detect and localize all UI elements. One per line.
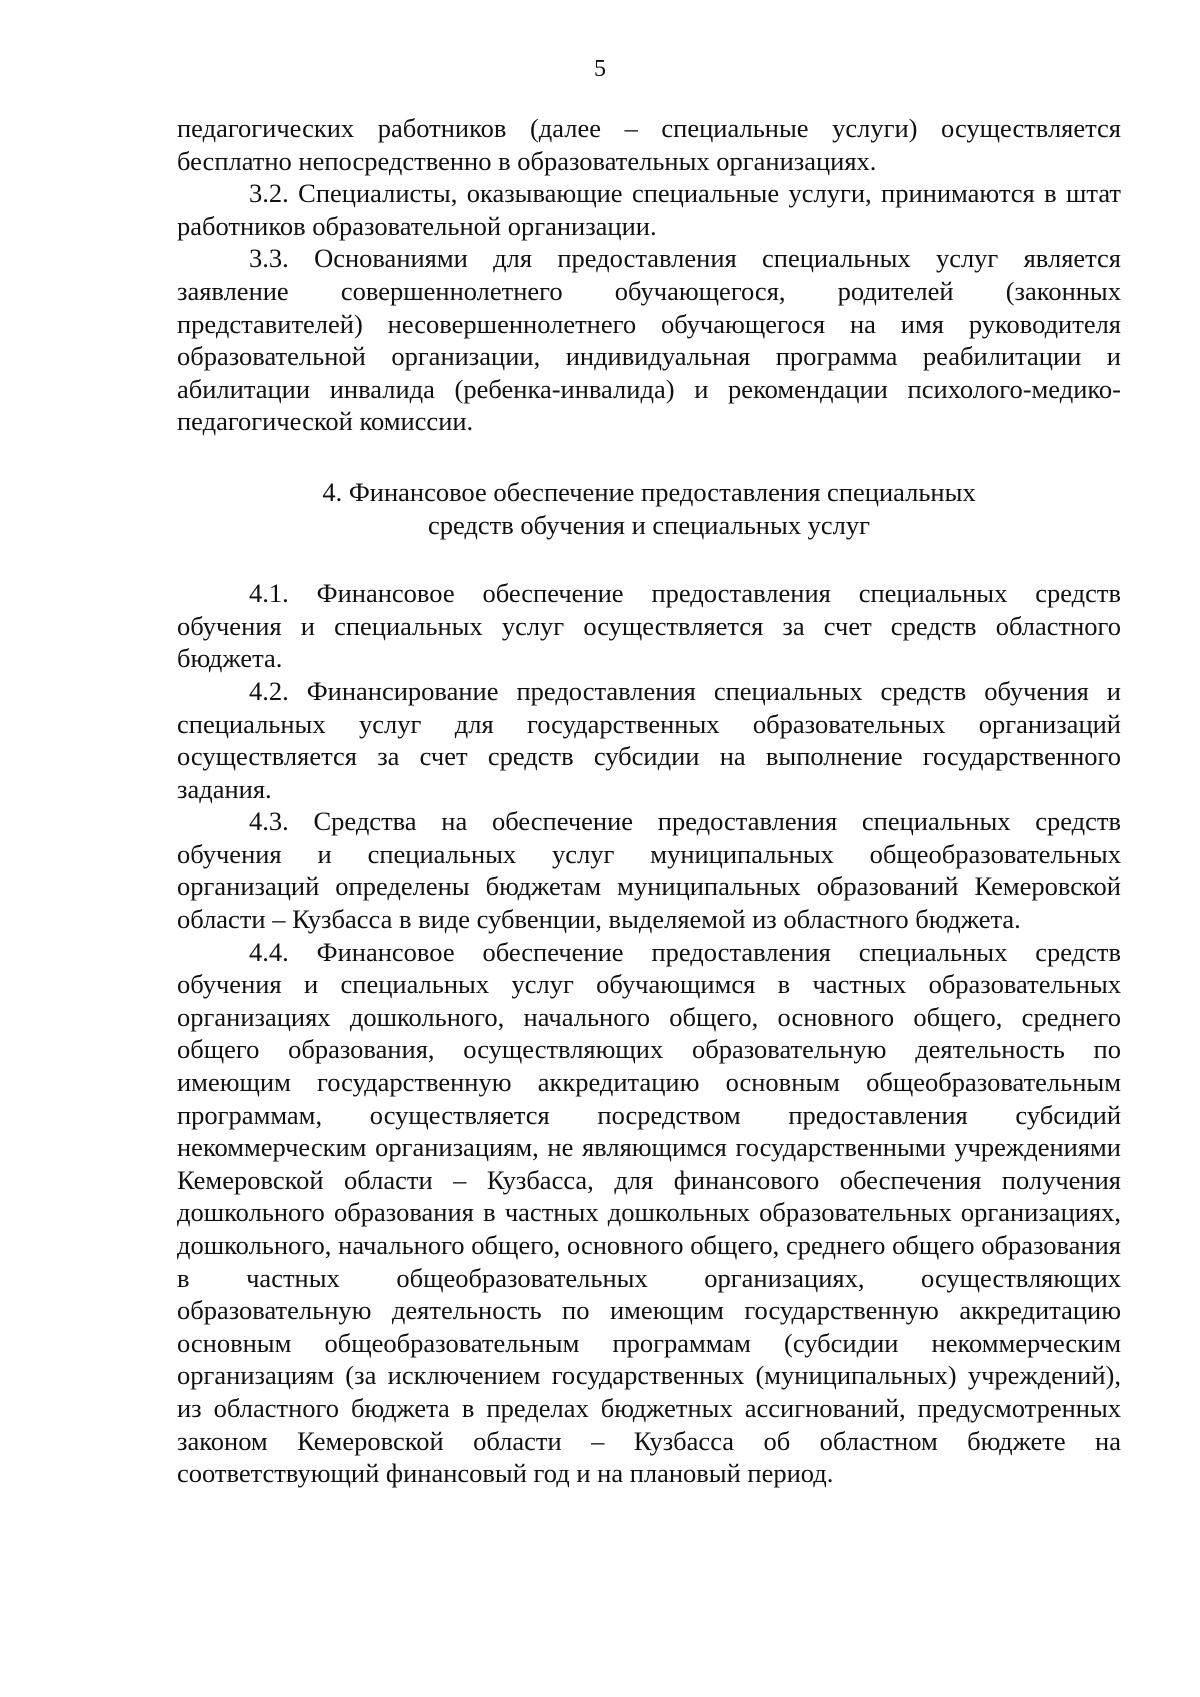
paragraph-3-3: 3.3. Основаниями для предоставления специальных услуг является заявление совершеннолетнего обучающегося, родителей (законных представителей) несовершеннолетнего обучающегося на имя руководителя образовательной организации, индивидуальная программа реабилитации и абилитации инвалида (ребенка-инвалида) и рекомендации психолого-медико-педагогической комиссии. — [177, 243, 1121, 437]
paragraph-4-1: 4.1. Финансовое обеспечение предоставления специальных средств обучения и специальных услуг осуществляется за счет средств областного бюджета. — [177, 578, 1121, 674]
section-heading-line-2: средств обучения и специальных услуг — [427, 509, 871, 540]
paragraph-4-3: 4.3. Средства на обеспечение предоставления специальных средств обучения и специальных услуг муниципальных общеобразовательных организаций определены бюджетам муниципальных образований Кемеровской области – Кузбасса в виде субвенции, выделяемой из областного бюджета. — [177, 806, 1121, 935]
paragraph-4-2: 4.2. Финансирование предоставления специальных средств обучения и специальных услуг для государственных образовательных организаций осуществляется за счет средств субсидии на выполнение государственного задания. — [177, 675, 1121, 804]
paragraphs-before-section — [177, 112, 1121, 438]
page-number: 5 — [594, 56, 606, 82]
section-heading-line-1: 4. Финансовое обеспечение предоставления специальных — [322, 476, 976, 507]
paragraph-4-4: 4.4. Финансовое обеспечение предоставления специальных средств обучения и специальных услуг обучающимся в частных образовательных организациях дошкольного, начального общего, основного общего, среднего общего образования, осуществляющих образовательную деятельность по имеющим государственную аккредитацию основным общеобразовательным программам, осуществляется посредством предоставления субсидий некоммерческим организациям, не являющимся государственными учреждениями Кемеровской области – Кузбасса, для финансового обеспечения получения дошкольного образования в частных дошкольных образовательных организациях, дошкольного, начального общего, основного общего, среднего общего образования в частных общеобразовательных организациях, осуществляющих образовательную деятельность по имеющим государственную аккредитацию основным общеобразовательным программам (субсидии некоммерческим организациям (за исключением государственных (муниципальных) учреждений), из областного бюджета в пределах бюджетных ассигнований, предусмотренных законом Кемеровской области – Кузбасса об областном бюджете на соответствующий финансовый год и на плановый период. — [177, 936, 1121, 1489]
paragraph-3-2: 3.2. Специалисты, оказывающие специальные услуги, принимаются в штат работников образовательной организации. — [177, 178, 1121, 241]
paragraph-continuation: педагогических работников (далее – специальные услуги) осуществляется бесплатно непосредственно в образовательных организациях. — [177, 113, 1121, 176]
section-heading — [177, 476, 1121, 541]
document-body — [177, 112, 1121, 1490]
paragraphs-after-section — [177, 577, 1121, 1490]
